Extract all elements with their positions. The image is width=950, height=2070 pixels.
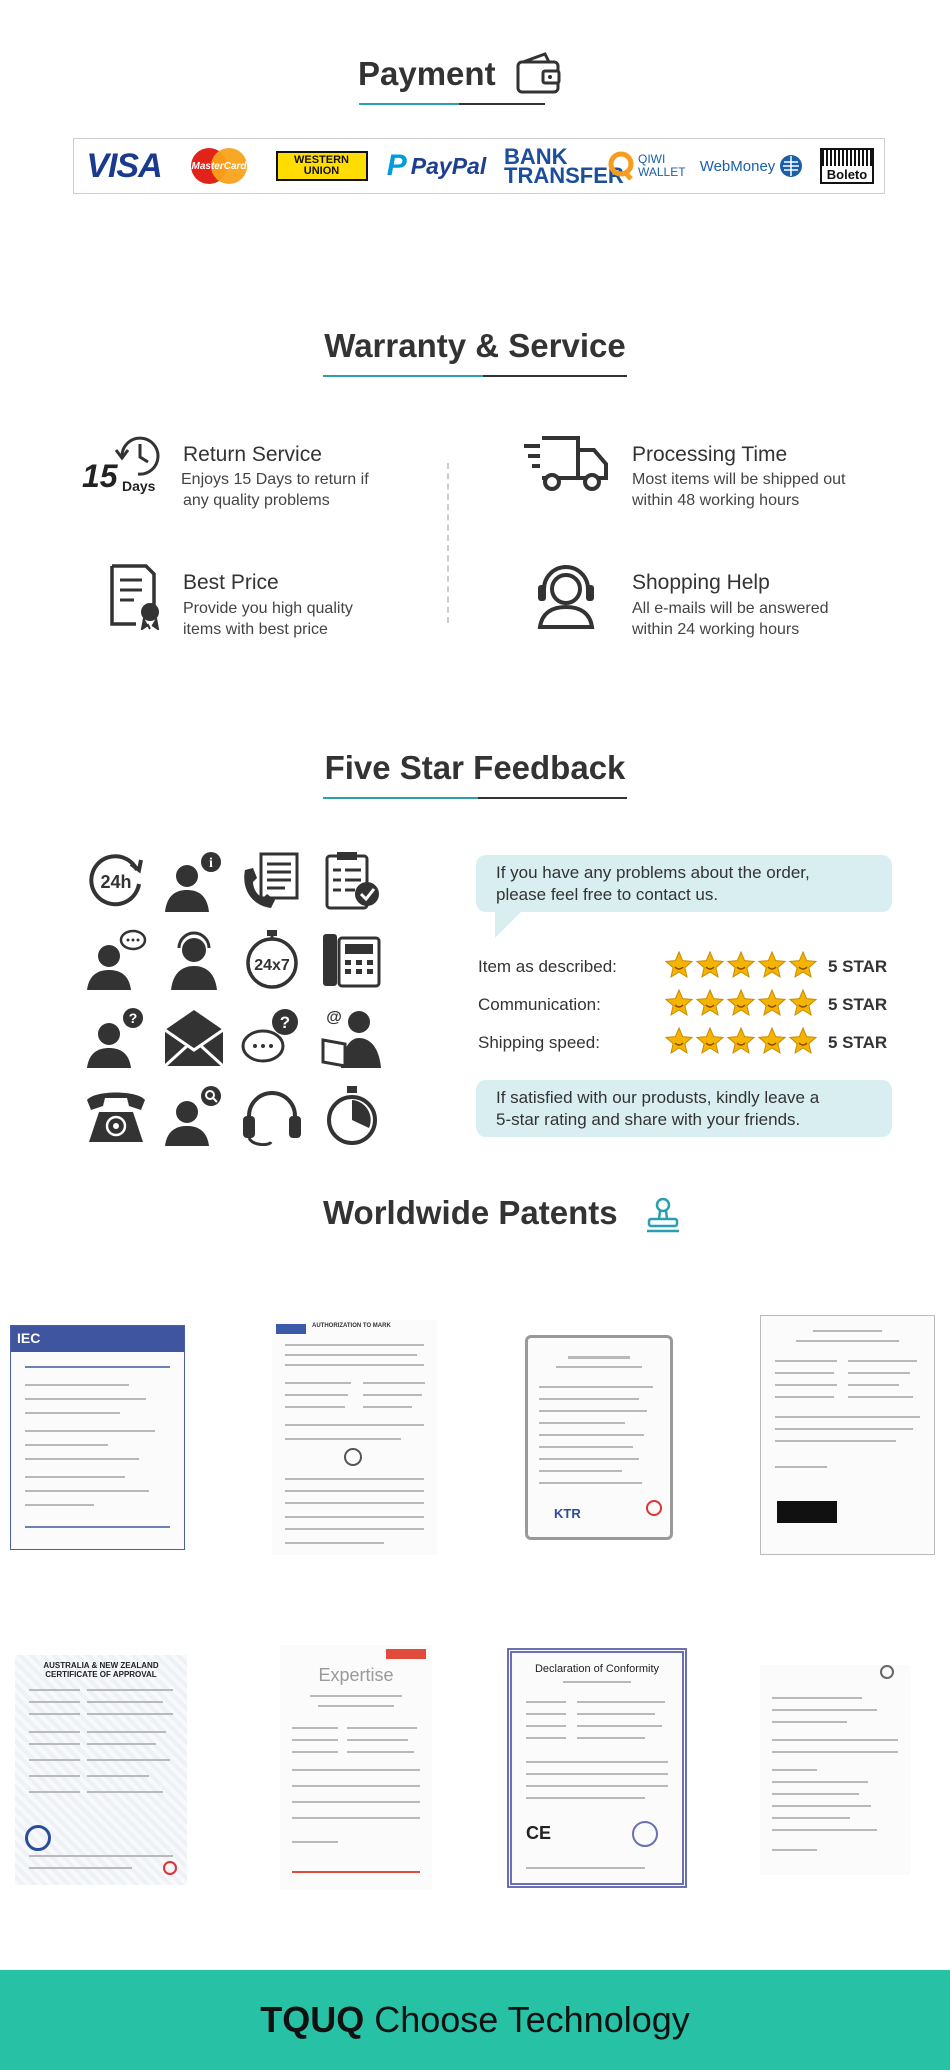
best-price-title: Best Price xyxy=(183,571,279,594)
envelope-icon xyxy=(163,1006,225,1068)
wallet-icon xyxy=(515,52,565,96)
svg-text:@: @ xyxy=(326,1009,342,1026)
at-laptop-person-icon xyxy=(321,1006,383,1068)
retro-telephone-icon xyxy=(85,1084,147,1146)
processing-time-line1: Most items will be shipped out xyxy=(632,471,846,488)
best-price-line1: Provide you high quality xyxy=(183,600,353,617)
star-icon xyxy=(758,989,786,1017)
star-icon xyxy=(696,989,724,1017)
return-service-line2: any quality problems xyxy=(183,492,330,509)
office-phone-icon xyxy=(321,928,383,990)
payment-title: Payment xyxy=(358,55,496,92)
mastercard-logo: MasterCard xyxy=(174,139,264,193)
payment-methods-bar xyxy=(73,138,885,194)
question-chat-icon xyxy=(241,1006,303,1068)
qiwi-wallet-logo: QIWI WALLET xyxy=(594,139,694,193)
contact-bubble-line2: please feel free to contact us. xyxy=(496,885,719,904)
operator-headset-icon xyxy=(163,928,225,990)
payment-section xyxy=(0,55,950,100)
svg-text:24x7: 24x7 xyxy=(254,957,290,974)
star-icon xyxy=(758,951,786,979)
certificate-icon xyxy=(108,562,164,630)
declaration-of-conformity-certificate: Declaration of Conformity CE xyxy=(507,1648,687,1888)
five-star-request-bubble xyxy=(476,1080,892,1137)
star-icon xyxy=(696,951,724,979)
delivery-truck-icon xyxy=(522,432,612,494)
patents-title: Worldwide Patents xyxy=(323,1194,618,1231)
return-service-line1: Enjoys 15 Days to return if xyxy=(181,471,369,488)
payment-underline xyxy=(359,103,545,105)
visa-logo: VISA xyxy=(86,146,162,185)
star-icon xyxy=(727,989,755,1017)
bubble-tail xyxy=(495,910,523,938)
bank-transfer-logo: BANK TRANSFER xyxy=(504,144,624,188)
feedback-title: Five Star Feedback xyxy=(324,749,626,786)
return-15-days-icon: 15 Days xyxy=(82,428,168,498)
shopping-help-line1: All e-mails will be answered xyxy=(632,600,829,617)
warranty-underline xyxy=(323,375,627,377)
24h-icon xyxy=(85,850,147,912)
contact-us-bubble xyxy=(476,855,892,912)
rating-stars-shipping xyxy=(665,1027,817,1055)
intertek-authorization-certificate: AUTHORIZATION TO MARK xyxy=(272,1320,437,1555)
shopping-help-line2: within 24 working hours xyxy=(632,621,800,638)
svg-text:i: i xyxy=(209,856,213,871)
feedback-underline xyxy=(323,797,627,799)
iec-test-certificate: IEC xyxy=(10,1325,185,1550)
star-icon xyxy=(789,989,817,1017)
rating-value-communication: 5 STAR xyxy=(828,995,888,1014)
star-icon xyxy=(789,1027,817,1055)
info-person-icon xyxy=(163,850,225,912)
processing-time-line2: within 48 working hours xyxy=(632,492,800,509)
rating-value-item: 5 STAR xyxy=(828,957,888,976)
best-price-line2: items with best price xyxy=(183,621,328,638)
rating-label-shipping: Shipping speed: xyxy=(478,1033,600,1052)
processing-time-title: Processing Time xyxy=(632,443,788,466)
svg-text:24h: 24h xyxy=(100,872,132,892)
webmoney-logo: WebMoney xyxy=(694,139,809,193)
star-icon xyxy=(665,989,693,1017)
rating-stars-communication xyxy=(665,989,817,1017)
support-icon-grid xyxy=(85,850,385,1150)
search-person-icon xyxy=(163,1084,225,1146)
contact-bubble-line1: If you have any problems about the order, xyxy=(496,863,810,882)
checklist-icon xyxy=(321,850,383,912)
return-service-title: Return Service xyxy=(183,443,322,466)
warranty-title: Warranty & Service xyxy=(324,327,626,364)
svg-text:?: ? xyxy=(128,1010,138,1026)
24x7-stopwatch-icon xyxy=(241,928,303,990)
testlab-expertise-certificate: Expertise xyxy=(280,1645,432,1890)
stamp-icon xyxy=(645,1197,681,1233)
western-union-logo: WESTERN UNION xyxy=(264,139,379,193)
rating-label-communication: Communication: xyxy=(478,995,601,1014)
question-person-icon xyxy=(85,1006,147,1068)
headset-support-icon xyxy=(530,557,602,629)
letter-of-authorization-certificate xyxy=(760,1665,910,1875)
star-icon xyxy=(758,1027,786,1055)
shopping-help-title: Shopping Help xyxy=(632,571,770,594)
stopwatch-icon xyxy=(321,1084,383,1146)
footer-tagline: Choose Technology xyxy=(364,1999,690,2040)
svg-text:?: ? xyxy=(279,1013,291,1032)
star-icon xyxy=(696,1027,724,1055)
authorization-letter-certificate xyxy=(760,1315,935,1555)
star-icon xyxy=(665,951,693,979)
australia-new-zealand-certificate: AUSTRALIA & NEW ZEALAND CERTIFICATE OF APPROVAL xyxy=(15,1655,187,1885)
phone-document-icon xyxy=(241,850,303,912)
star-icon xyxy=(727,951,755,979)
star-icon xyxy=(727,1027,755,1055)
star-icon xyxy=(789,951,817,979)
warranty-divider xyxy=(447,463,449,623)
footer-brand: TQUQ xyxy=(260,1999,365,2040)
request-bubble-line2: 5-star rating and share with your friends. xyxy=(496,1110,801,1129)
paypal-logo: P PayPal xyxy=(386,149,487,182)
footer-banner xyxy=(0,1970,950,2070)
star-icon xyxy=(665,1027,693,1055)
request-bubble-line1: If satisfied with our produsts, kindly leave a xyxy=(496,1088,820,1107)
rating-value-shipping: 5 STAR xyxy=(828,1033,888,1052)
ktr-safety-certificate: KTR xyxy=(525,1335,673,1540)
rating-label-item: Item as described: xyxy=(478,957,617,976)
chat-person-icon xyxy=(85,928,147,990)
headphones-icon xyxy=(241,1084,303,1146)
boleto-logo: Boleto xyxy=(816,139,878,193)
rating-stars-item xyxy=(665,951,817,979)
